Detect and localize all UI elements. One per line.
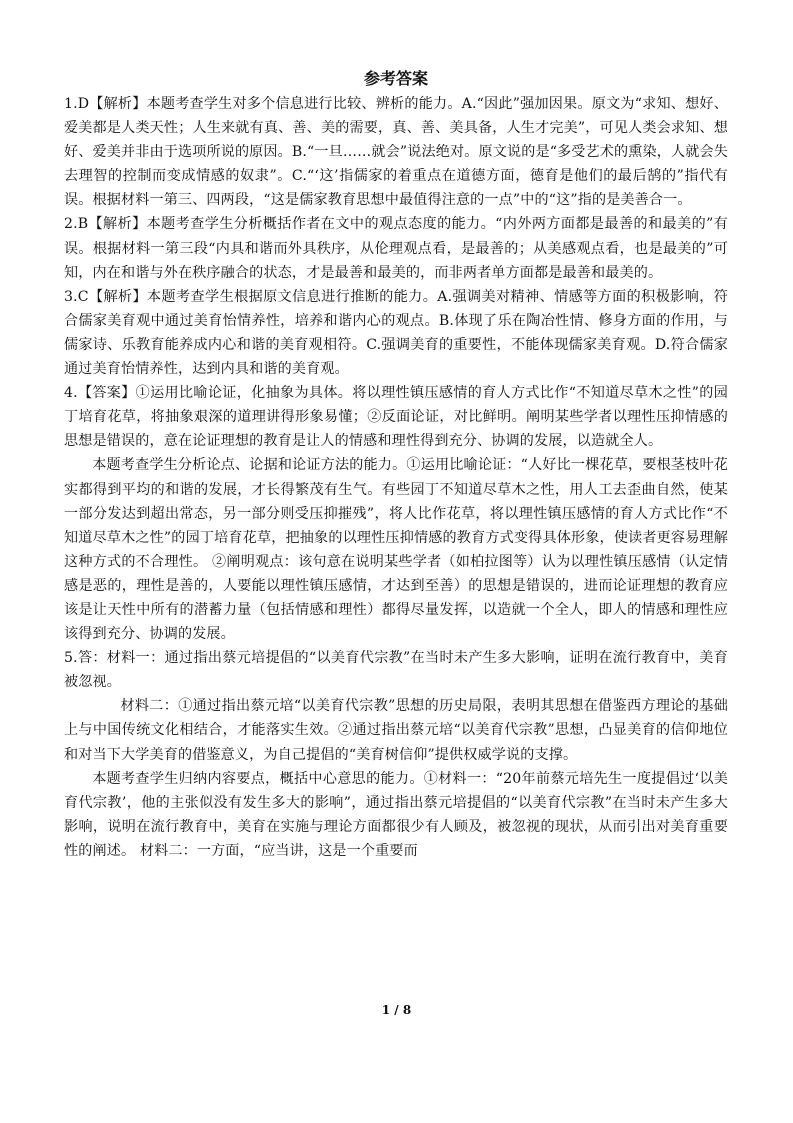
answer-5-explanation: 本题考查学生归纳内容要点，概括中心意思的能力。①材料一：“20年前蔡元培先生一度提倡过‘以美育代宗教’，他的主张似没有发生多大的影响”，通过指出蔡元培提倡的“以美育代宗教”在当时未产生多大影响，说明在流行教育中，美育在实施与理论方面都很少有人顾及，被忽视的现状，从而引出对美育重要性的阐述。 材料二：一方面，“应当讲，这是一个重要而	[64, 770, 728, 859]
answer-5-material-2: 材料二：①通过指出蔡元培“以美育代宗教”思想的历史局限，表明其思想在借鉴西方理论的基础上与中国传统文化相结合，才能落实生效。②通过指出蔡元培“以美育代宗教”思想，凸显美育的信仰地位和对当下大学美育的借鉴意义，为自己提倡的“美育树信仰”提供权威学说的支撑。	[64, 698, 728, 763]
answer-1: 1.D【解析】本题考查学生对多个信息进行比较、辨析的能力。A.“因此”强加因果。原文为“求知、想好、爱美都是人类天性；人生来就有真、善、美的需要，真、善、美具备，人生才完美”，可见人类会求知、想好、爱美并非由于选项所说的原因。B.“一旦……就会”说法绝对。原文说的是“多受艺术的熏染，人就会失去理智的控制而变成情感的奴隶”。C.“‘这’指儒家的着重点在道德方面，德育是他们的最后鹄的”指代有误。根据材料一第三、四两段，“这是儒家教育思想中最值得注意的一点”中的“这”指的是美善合一。	[64, 96, 728, 209]
document-title: 参考答案	[363, 69, 428, 88]
page-number: 1 / 8	[381, 1003, 412, 1017]
answer-4-explanation: 本题考查学生分析论点、论据和论证方法的能力。①运用比喻论证：“人好比一棵花草，要根茎枝叶花实都得到平均的和谐的发展，才长得繁茂有生气。有些园丁不知道尽草木之性，用人工去歪曲自然，使某一部分发达到超出常态，另一部分则受压抑摧残”，将人比作花草，将以理性镇压感情的育人方式比作“不知道尽草木之性”的园丁培育花草，把抽象的以理性压抑情感的教育方式变得具体形象，使读者更容易理解这种方式的不合理性。 ②阐明观点：该句意在说明某些学者（如柏拉图等）认为以理性镇压感情（认定情感是恶的，理性是善的，人要能以理性镇压感情，才达到至善）的思想是错误的，进而论证理想的教育应该是让天性中所有的潜蓄力量（包括情感和理性）都得尽量发挥，以造就一个全人，即人的情感和理性应该得到充分、协调的发展。	[64, 457, 728, 643]
document-page	[64, 68, 728, 863]
answer-2: 2.B【解析】本题考查学生分析概括作者在文中的观点态度的能力。“内外两方面都是最善的和最美的”有误。根据材料一第三段“内具和谐而外具秩序，从伦理观点看，是最善的；从美感观点看，也是最美的”可知，内在和谐与外在秩序融合的状态，才是最善和最美的，而非两者单方面都是最善和最美的。	[64, 216, 728, 281]
answer-3: 3.C【解析】本题考查学生根据原文信息进行推断的能力。A.强调美对精神、情感等方面的积极影响，符合儒家美育观中通过美育怡情养性，培养和谐内心的观点。B.体现了乐在陶冶性情、修身方面的作用，与儒家诗、乐教育能养成内心和谐的美育观相符。C.强调美育的重要性，不能体现儒家美育观。D.符合儒家通过美育怡情养性，达到内具和谐的美育观。	[64, 288, 728, 378]
answer-5: 5.答：材料一：通过指出蔡元培提倡的“以美育代宗教”在当时未产生多大影响，证明在流行教育中，美育被忽视。	[64, 650, 728, 691]
answer-4: 4.【答案】①运用比喻论证，化抽象为具体。将以理性镇压感情的育人方式比作“不知道尽草木之性”的园丁培育花草，将抽象艰深的道理讲得形象易懂；②反面论证，对比鲜明。阐明某些学者以理性压抑情感的思想是错误的，意在论证理想的教育是让人的情感和理性得到充分、协调的发展，以造就全人。	[64, 385, 728, 450]
